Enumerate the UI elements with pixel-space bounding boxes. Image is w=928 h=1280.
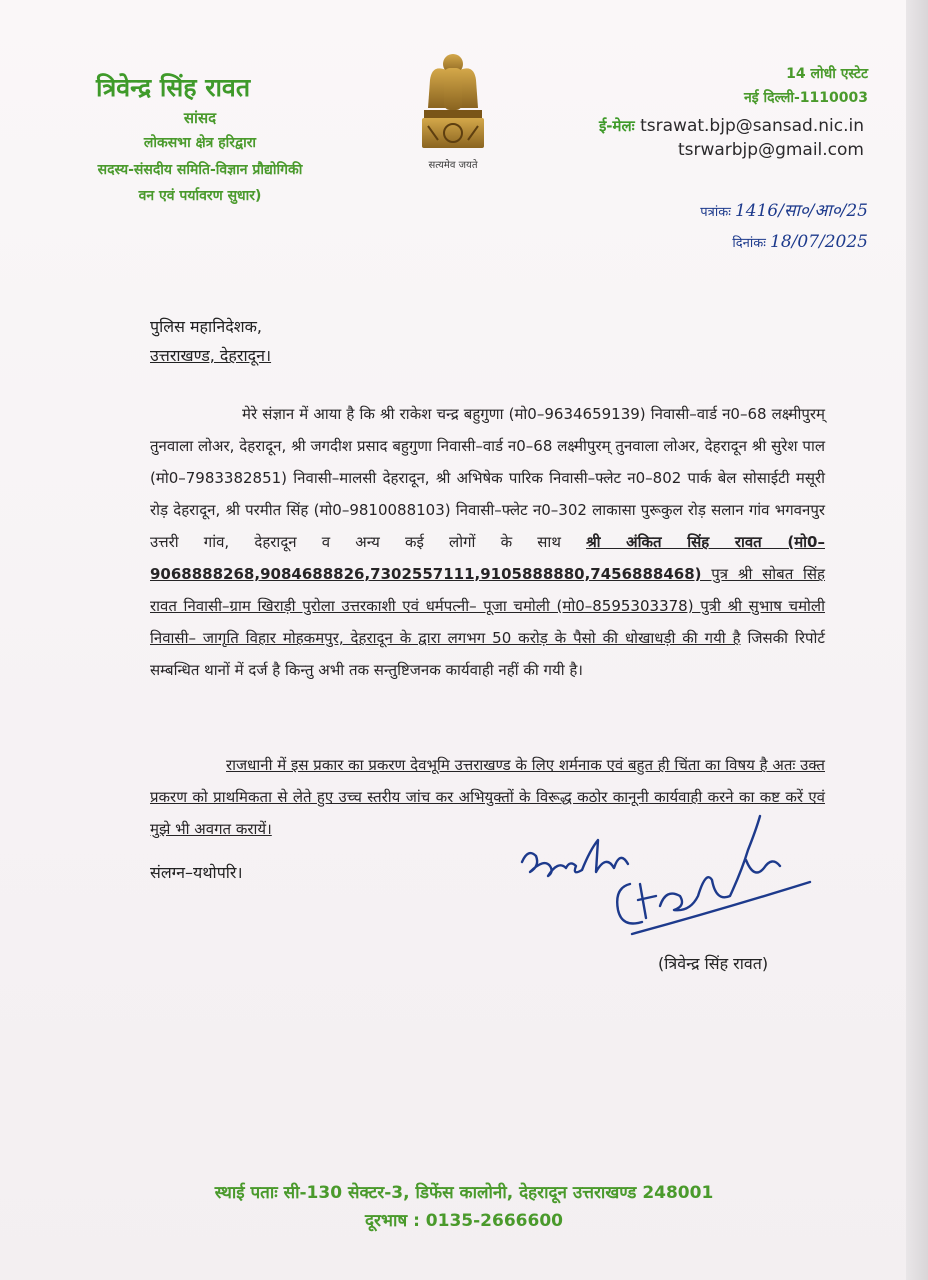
para1-bold-accused: श्री अंकित सिंह रावत (मो0–9068888268,9084688826,7302557111,9105888880,7456888468) bbox=[150, 533, 825, 583]
letterhead-name: त्रिवेन्द्र सिंह रावत bbox=[96, 73, 251, 102]
email-label: ई-मेलः bbox=[598, 117, 635, 135]
reference-row bbox=[700, 198, 868, 221]
email-row-1 bbox=[599, 116, 864, 136]
date-label: दिनांकः bbox=[732, 236, 766, 251]
committee-line2: वन एवं पर्यावरण सुधार) bbox=[138, 188, 262, 204]
signatory-name: (त्रिवेन्द्र सिंह रावत) bbox=[658, 954, 769, 973]
designation: सांसद bbox=[183, 109, 217, 127]
body-paragraph-1 bbox=[150, 398, 825, 686]
date-row bbox=[732, 232, 868, 252]
committee-line1: सदस्य-संसदीय समिति-विज्ञान प्रौद्योगिकी bbox=[97, 162, 303, 178]
email-address-2: tsrwarbjp@gmail.com bbox=[677, 140, 864, 160]
emblem-motto: सत्यमेव जयते bbox=[428, 160, 478, 171]
addressee-line2: उत्तराखण्ड, देहरादून। bbox=[150, 346, 272, 365]
handwritten-signature bbox=[510, 810, 820, 940]
address-line2: नई दिल्ली-1110003 bbox=[743, 90, 868, 106]
footer-phone: दूरभाष : 0135-2666600 bbox=[365, 1211, 563, 1231]
footer-address: स्थाई पताः सी-130 सेक्टर-3, डिफेंस कालोनी, देहरादून उत्तराखण्ड 248001 bbox=[214, 1183, 714, 1203]
addressee-line1: पुलिस महानिदेशक, bbox=[150, 317, 262, 336]
constituency: लोकसभा क्षेत्र हरिद्वारा bbox=[143, 135, 257, 151]
date-value: 18/07/2025 bbox=[770, 232, 868, 252]
page-edge bbox=[906, 0, 928, 1280]
ref-label: पत्रांकः bbox=[700, 205, 731, 220]
ref-value: 1416/सा०/आ०/25 bbox=[734, 201, 868, 221]
enclosure: संलग्न–यथोपरि। bbox=[150, 863, 243, 882]
email-address-1: tsrawat.bjp@sansad.nic.in bbox=[640, 116, 864, 136]
para2-text: राजधानी में इस प्रकार का प्रकरण देवभूमि उत्तराखण्ड के लिए शर्मनाक एवं बहुत ही चिंता का विषय है अतः उक्त प्रकरण को प्राथमिकता से लेते हुए उच्च स्तरीय जांच कर अभियुक्तों के विरूद्ध कठोर कानूनी कार्यवाही करने का कष्ट करें एवं मुझे भी अवगत करायें। bbox=[150, 756, 825, 838]
para1-text-a: मेरे संज्ञान में आया है कि श्री राकेश चन्द्र बहुगुणा (मो0–9634659139) निवासी–वार्ड न0–68 लक्ष्मीपुरम् तुनवाला लोअर, देहरादून, श्री जगदीश प्रसाद बहुगुणा निवासी–वार्ड न0–68 लक्ष्मीपुरम् तुनवाला लोअर, देहरादून श्री सुरेश पाल (मो0–7983382851) निवासी–मालसी देहरादून, श्री अभिषेक पारिक निवासी–फ्लेट न0–802 पार्क बेल सोसाईटी मसूरी रोड़ देहरादून, श्री परमीत सिंह (मो0–9810088103) निवासी–फ्लेट न0–302 लाकासा पुरूकुल रोड़ सलान गांव भगवनपुर उत्तरी गांव, देहरादून व अन्य कई लोगों के साथ bbox=[150, 405, 825, 551]
para1-text-c: जिसकी रिपोर्ट सम्बन्धित थानों में दर्ज है किन्तु अभी तक सन्तुष्टिजनक कार्यवाही नहीं की गयी है। bbox=[150, 629, 825, 679]
address-line1: 14 लोधी एस्टेट bbox=[786, 66, 868, 82]
para1-underlined: पुत्र श्री सोबत सिंह रावत निवासी–ग्राम खिराड़ी पुरोला उत्तरकाशी एवं धर्मपत्नी– पूजा चमोली (मो0–8595303378) पुत्री श्री सुभाष चमोली निवासी– जागृति विहार मोहकमपुर, देहरादून के द्वारा लगभग 50 करोड़ के पैसो की धोखाधड़ी की गयी है bbox=[150, 565, 825, 647]
national-emblem-icon bbox=[412, 50, 494, 175]
